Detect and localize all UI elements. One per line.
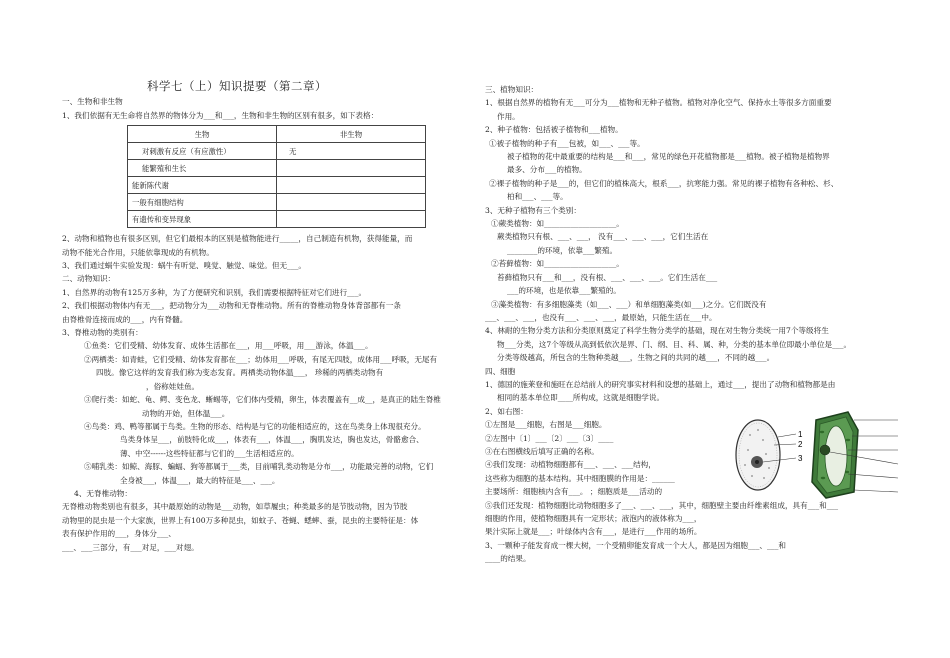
text-line: 果汁实际上就是___；叶绿体内含有___，是进行___作用的场所。 xyxy=(485,527,702,537)
text-line: 这些称为细胞的基本结构。其中细胞膜的作用是：______ xyxy=(485,473,675,483)
table-header-row xyxy=(128,126,426,143)
table-row xyxy=(128,143,426,160)
table-row xyxy=(128,211,426,228)
text-line: 鸟类身体呈___，前肢特化成___，体表有___，体温___，胸肌发达，胸也发达，骨骼愈合、 xyxy=(120,435,424,445)
text-line: 动物里的昆虫是一个大家族，世界上有100万多种昆虫，如蚊子、苍蝇、蟋蟀、蚕，昆虫的主要特征是：体 xyxy=(62,515,419,525)
text-line: ，俗称娃娃鱼。 xyxy=(146,381,200,391)
text-line: ①左图是___细胞，右图是___细胞。 xyxy=(485,420,607,430)
diagram-label-3: 3 xyxy=(798,454,803,463)
text-line: 1、自然界的动物有125万多种，为了方便研究和识别，我们需要根据特征对它们进行___。 xyxy=(62,287,367,297)
text-line: ②苔藓植物：如___________________。 xyxy=(491,259,624,269)
text-line: 柏和___、___等。 xyxy=(507,192,568,202)
text-line: 3、无种子植物有三个类别： xyxy=(485,205,581,215)
text-line: 主要场所：细胞核内含有___。 ；细胞质是___活动的 xyxy=(485,487,663,497)
text-line: 蕨类植物只有根、___、___， 没有___、___、___，它们生活在 xyxy=(497,232,709,242)
text-line: ②左图中〔1〕___〔2〕___〔3〕____ xyxy=(485,433,614,443)
text-line: ③在右图横线后填写正确的名称。 xyxy=(485,446,599,456)
diagram-label-2: 2 xyxy=(798,440,803,449)
text-line: ________的环境，依靠___繁殖。 xyxy=(507,245,618,255)
table-cell: 能新陈代谢 xyxy=(128,177,277,194)
text-line: 2、种子植物：包括被子植物和___植物。 xyxy=(485,125,623,135)
table-cell: 有遗传和变异现象 xyxy=(128,211,277,228)
text-line: 分类等级越高，所包含的生物种类越___，生物之间的共同的越___，不同的越___。 xyxy=(497,353,775,363)
text-line: 2、动物和植物也有很多区别，但它们最根本的区别是植物能进行_____，自己制造有机物，获得能量，而 xyxy=(62,234,413,244)
text-line: 2、如右图： xyxy=(485,406,528,416)
animal-cell xyxy=(736,420,780,490)
text-line: ②两栖类：如青蛙，它们受精、幼体发育都在___；幼体用___呼吸，有尾无四肢，成体用___呼吸，无尾有 xyxy=(84,354,438,364)
text-line: ④鸟类：鸡、鸭等都属于鸟类。生物的形态、结构是与它的功能相适应的，这在鸟类身上体现很充分。 xyxy=(84,421,426,431)
table-header: 非生物 xyxy=(277,126,426,143)
plant-cell xyxy=(812,412,858,498)
table-row xyxy=(128,194,426,211)
text-line: ____的结果。 xyxy=(485,554,531,564)
text-line: ___、___、___，也没有___、___、___，最原始，只能生活在___中。 xyxy=(485,312,717,322)
text-line: 苔藓植物只有___和___，没有根、___、___、___。它们生活在___ xyxy=(497,272,718,282)
table-cell xyxy=(277,211,426,228)
text-line: 动物不能光合作用，只能依靠现成的有机物。 xyxy=(62,247,214,257)
text-line: ⑤哺乳类：如鲸、海豚、蝙蝠、狗等都属于___类，目前哺乳类动物是分布___，功能最完善的动物，它们 xyxy=(84,462,434,472)
cell-diagram xyxy=(730,410,910,500)
text-line: 1、根据自然界的植物有无___可分为___植物和无种子植物。植物对净化空气、保持水土等很多方面重要 xyxy=(485,98,832,108)
text-line: 四肢。像它这样的发育我们称为变态发育。两栖类动物体温___， 珍稀的两栖类动物有 xyxy=(96,368,384,378)
text-line: 作用。 xyxy=(497,111,520,121)
text-line: 1、我们依据有无生命将自然界的物体分为___和___，生物和非生物的区别有很多，如下表格： xyxy=(62,110,379,120)
text-line: 4、无脊椎动物： xyxy=(74,488,132,498)
text-line: 细胞的作用，使植物细胞具有一定形状；液泡内的液体称为___， xyxy=(485,514,702,523)
text-line: 表有保护作用的___，身体分___、 xyxy=(62,529,176,539)
text-line: 被子植物的花中最重要的结构是___和___，常见的绿色开花植物都是___植物。被子植物是植物界 xyxy=(507,152,830,162)
text-line: ①鱼类：它们受精、幼体发育、成体生活都在___，用___呼吸，用___游泳，体温___。 xyxy=(84,341,373,351)
text-line: 无脊椎动物类别也有很多，其中最原始的动物是___动物，如草履虫；种类最多的是节肢动物，因为节肢 xyxy=(62,502,408,512)
table-cell xyxy=(277,177,426,194)
text-line: 3、脊椎动物的类别有： xyxy=(62,328,143,338)
text-line: 物___分类，这7个等级从高到低依次是界、门、纲、目、科、属、种，分类的基本单位即最小单位是___。 xyxy=(497,339,852,349)
text-line: 相同的基本单位即____所构成，这就是细胞学说。 xyxy=(497,393,665,403)
table-cell xyxy=(277,194,426,211)
table-cell: 无 xyxy=(277,143,426,160)
text-line: ①蕨类植物：如___________________。 xyxy=(491,219,624,229)
text-line: ①被子植物的种子有___包被，如___、___等。 xyxy=(489,138,645,148)
table-row xyxy=(128,177,426,194)
section-heading: 三、植物知识： xyxy=(485,85,539,94)
page-title: 科学七（上）知识提要（第二章） xyxy=(147,79,327,93)
text-line: 2、我们根据动物体内有无___，把动物分为___动物和无脊椎动物。所有的脊椎动物身体背部都有一条 xyxy=(62,301,401,311)
text-line: ④我们发现：动植物细胞都有___、___、___结构， xyxy=(485,460,656,470)
text-line: ___、___三部分，有___对足，___对翅。 xyxy=(62,542,199,552)
text-line: ②裸子植物的种子是___的，但它们的植株高大，根系___，抗寒能力强。常见的裸子植物有各种松、杉、 xyxy=(489,178,839,188)
text-line: ③藻类植物：有多细胞藻类（如___、___）和单细胞藻类(如___)之分。它们既没有 xyxy=(491,299,767,309)
text-line: 最多、分布___的植物。 xyxy=(507,165,587,175)
text-line: 1、德国的施莱登和施旺在总结前人的研究事实材料和设想的基础上，通过___，提出了动物和植物都是由 xyxy=(485,379,836,389)
text-line: ___的环境，也是依靠___繁殖的。 xyxy=(507,286,621,296)
table-cell: 一般有细胞结构 xyxy=(128,194,277,211)
table-header: 生物 xyxy=(128,126,277,143)
text-line: 4、林耐的生物分类方法和分类原则奠定了科学生物分类学的基础，现在对生物分类统一用7个等级将生 xyxy=(485,326,829,336)
left-column xyxy=(62,0,477,554)
table-cell: 对刺激有反应（有应激性） xyxy=(128,143,277,160)
text-line: 3、我们通过蜗牛实验发现：蜗牛有听觉、嗅觉、触觉、味觉。但无___。 xyxy=(62,261,307,271)
text-line: ⑤我们还发现：植物细胞比动物细胞多了___、___、___，其中，细胞壁主要由纤维素组成，具有___和___ xyxy=(485,500,839,510)
diagram-label-1: 1 xyxy=(798,430,803,439)
text-line: 动物的开始，但体温___。 xyxy=(142,408,230,418)
table-row xyxy=(128,160,426,177)
text-line: ③爬行类：如蛇、龟、鳄、变色龙、蜥蜴等，它们体内受精，卵生，体表覆盖有__成__，是真正的陆生脊椎 xyxy=(84,395,441,405)
organism-comparison-table xyxy=(127,125,426,228)
table-cell: 能繁殖和生长 xyxy=(128,160,277,177)
text-line: 全身被___，体温___，最大的特征是___、___。 xyxy=(120,475,280,485)
section-heading: 四、细胞 xyxy=(485,366,516,376)
table-cell xyxy=(277,160,426,177)
text-line: 由脊椎骨连接而成的___，内有脊髓。 xyxy=(62,314,188,324)
section-heading: 二、动物知识： xyxy=(62,274,116,284)
text-line: 薄、中空------这些特征都与它们的___生活相适应的。 xyxy=(120,448,299,458)
section-heading: 一、生物和非生物 xyxy=(62,97,123,107)
text-line: 3、一颗种子能发育成一棵大树，一个受精卵能发育成一个大人，都是因为细胞___、___和 xyxy=(485,540,786,550)
